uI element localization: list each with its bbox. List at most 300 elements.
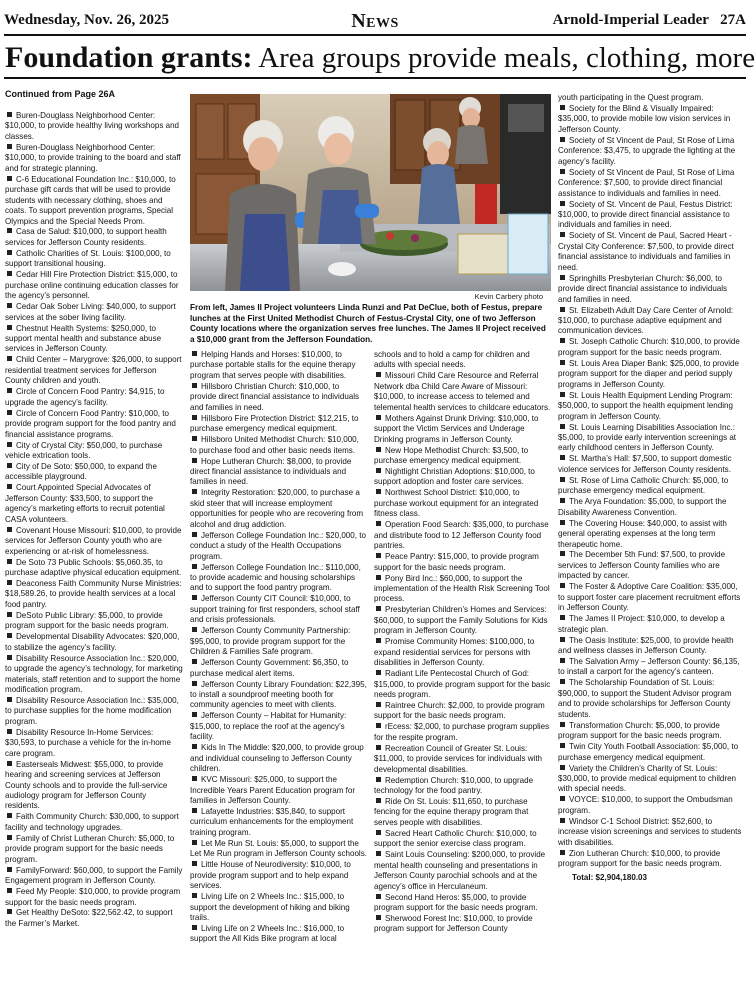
bullet-square-icon [192,776,197,781]
grant-entry [190,658,367,679]
grant-entry [190,711,367,742]
grant-entry-text: Deaconess Faith Community Nurse Ministries: $18,589.26, to provide health services at a local food pantry. [5,578,182,609]
grant-entry [5,175,183,227]
article-column-4 [558,93,742,884]
grant-entry [5,611,183,632]
grant-entry [5,409,183,440]
bullet-square-icon [192,659,197,664]
grant-entry [5,558,183,579]
grant-entry-text: Society of St. Vincent de Paul, Sacred Heart - Crystal City Conference: $7,500, to provide direct financial assistance to individuals and families in need. [558,231,734,272]
bullet-square-icon [192,861,197,866]
grant-entry-text: Buren-Douglass Neighborhood Center: $10,000, to provide healthy living workshops and classes. [5,111,180,141]
bullet-square-icon [376,447,381,452]
grant-entry-text: Jefferson County Library Foundation: $22,395, to install a soundproof meeting booth for community agencies to meet with clients. [190,679,367,710]
grant-entry [5,579,183,610]
grant-entry [374,893,551,914]
bullet-square-icon [560,658,565,663]
bullet-square-icon [376,915,381,920]
grant-entry [558,306,742,337]
grant-entry-text: Radiant Life Pentecostal Church of God: $15,000, to provide program support for the basic needs program. [374,669,551,699]
bullet-square-icon [7,559,12,564]
grant-entry-text: Society of St Vincent de Paul, St Rose of Lima Conference: $3,475, to upgrade the lighting at the agency’s facility. [558,135,736,166]
bullet-square-icon [7,144,12,149]
grant-entry-text: Sherwood Forest Inc: $10,000, to provide program support for Jefferson County [374,914,533,934]
grant-entry-text: St. Rose of Lima Catholic Church: $5,000, to purchase emergency medical equipment. [558,475,729,496]
news-photo [190,94,551,291]
grant-entry [558,497,742,518]
grant-entry [374,350,551,371]
grant-entry-text: Kids In The Middle: $20,000, to provide group and individual counseling to Jefferson County children. [190,743,364,774]
bullet-square-icon [376,702,381,707]
bullet-square-icon [376,638,381,643]
grant-entry [5,908,183,929]
bullet-square-icon [7,655,12,660]
grant-entry [558,550,742,581]
grant-entry-text: The James II Project: $10,000, to develop a strategic plan. [558,614,725,634]
grant-entry-text: Disability Resource Association Inc.: $35,000, to purchase supplies for the home modification program. [5,695,179,726]
grant-entry-text: The Arya Foundation: $5,000, to support the Disability Awareness Convention. [558,497,727,517]
bullet-square-icon [192,627,197,632]
grant-entry [5,143,183,174]
grant-entry [558,200,742,231]
grant-entry [5,355,183,386]
grant-entry-text: St. Joseph Catholic Church: $10,000, to provide program support for the basic needs program. [558,337,740,357]
grant-entry-text: St. Martha’s Hall: $7,500, to support domestic violence services for Jefferson County residents. [558,454,732,474]
grant-entry-text: Twin City Youth Football Association: $5,000, to purchase emergency medical equipment. [558,742,739,762]
grant-entry [558,476,742,497]
folio-rule [4,34,746,36]
grant-entry-text: New Hope Methodist Church: $3,500, to purchase emergency medical equipment. [374,445,529,466]
grant-entry [374,914,551,935]
bullet-square-icon [7,442,12,447]
grant-entry-text: VOYCE: $10,000, to support the Ombudsman program. [558,795,733,815]
bullet-square-icon [376,372,381,377]
grant-entry [558,136,742,167]
grant-entry-text: Windsor C-1 School District: $52,600, to increase vision screenings and services to students with disabilities. [558,816,742,847]
grant-entry [5,483,183,525]
grant-entry [5,526,183,557]
grant-entry-text: Jefferson County Government: $6,350, to purchase medical alert items. [190,658,349,678]
grant-entry [5,632,183,653]
grant-entry [558,721,742,742]
grant-entry-text: KVC Missouri: $25,000, to support the Incredible Years Parent Education program for families in Jefferson County. [190,775,356,806]
grant-entry-text: Northwest School District: $10,000, to purchase workout equipment for an integrated fitness class. [374,488,539,519]
grant-entry [374,520,551,551]
continued-line: Continued from Page 26A [5,89,116,99]
page-folio [4,10,746,32]
grant-entry [374,488,551,519]
grant-entry [5,654,183,696]
section-name: News [351,10,399,32]
grant-entry-text: Recreation Council of Greater St. Louis: $11,000, to provide services for individuals with developmental disabilities. [374,743,543,774]
grant-entry [558,104,742,135]
bullet-square-icon [7,761,12,766]
bullet-square-icon [560,424,565,429]
bullet-square-icon [560,275,565,280]
grant-entry-text: Jefferson College Foundation Inc.: $20,000, to conduct a study of the Health Occupations program. [190,530,366,561]
grant-entry-text: Faith Community Church: $30,000, to support facility and technology upgrades. [5,812,179,832]
grant-entry [374,744,551,775]
grant-entry-text: St. Louis Area Diaper Bank: $25,000, to provide program support for the diaper and period supply programs in Jefferson County. [558,358,739,389]
bullet-square-icon [7,388,12,393]
grant-entry-text: rEcess: $2,000, to purchase program supplies for the respite program. [374,722,550,742]
grant-entry [190,594,367,625]
page-number: 27A [720,12,746,28]
grant-entry-text: Springhills Presbyterian Church: $6,000, to provide direct financial assistance to individuals and families in need. [558,273,728,304]
grant-entry-text: Ride On St. Louis: $11,650, to purchase fencing for the equine therapy program that serves people with disabilities. [374,797,529,827]
bullet-square-icon [7,271,12,276]
bullet-square-icon [376,415,381,420]
bullet-square-icon [192,458,197,463]
grant-entry [5,760,183,812]
bullet-square-icon [192,564,197,569]
grant-entry-text: Jefferson College Foundation Inc.: $110,000, to provide academic and housing scholarships and to support the food pantry program. [190,562,361,593]
bullet-square-icon [7,410,12,415]
grant-entry [190,892,367,923]
photo-caption: From left, James II Project volunteers Linda Runzi and Pat DeClue, both of Festus, prepare lunches at the First United Methodist Church of Festus-Crystal City, one of two Jefferson County locations where the organization serves free lunches. The James II Project received a $10,000 grant from the Jefferson Foundation. [190,303,546,344]
bullet-square-icon [376,723,381,728]
grant-entry [5,834,183,865]
grant-entry [190,350,367,381]
bullet-square-icon [376,777,381,782]
headline-lead: Foundation grants: [5,41,253,74]
grant-entry [5,887,183,908]
grant-entry [558,231,742,273]
bullet-square-icon [376,798,381,803]
grant-entry-text: Hope Lutheran Church: $8,000, to provide direct financial assistance to individuals and families in need. [190,456,352,487]
grant-entry [190,382,367,413]
grant-entry [558,168,742,199]
grant-entry-text: C-6 Educational Foundation Inc.: $10,000, to purchase gift cards that will be used to provide students with necessary clothing, shoes and coats. To support prevention programs, Special Olympics and the Special Needs Prom. [5,174,176,226]
grant-entry [374,722,551,743]
grant-entry-text: The Scholarship Foundation of St. Louis: $90,000, to support the Student Advisor program and to provide scholarships for Jefferson County students. [558,678,732,719]
grant-entry [190,680,367,711]
grant-entry [558,817,742,848]
bullet-square-icon [560,338,565,343]
grant-entry [374,829,551,850]
grant-entry [374,850,551,892]
grant-entry-text: Transformation Church: $5,000, to provide program support for the basic needs program. [558,720,722,741]
grant-entry [558,391,742,422]
bullet-square-icon [7,835,12,840]
headline-rest: Area groups provide meals, clothing, more [252,42,756,74]
bullet-square-icon [7,484,12,489]
grant-entry [5,111,183,142]
bullet-square-icon [560,615,565,620]
grant-entry [558,742,742,763]
bullet-square-icon [192,712,197,717]
grant-entry [374,637,551,668]
bullet-square-icon [560,551,565,556]
bullet-square-icon [560,232,565,237]
grant-entry-text: Helping Hands and Horses: $10,000, to purchase portable stalls for the equine therapy program that serves people with disabilities. [190,350,356,380]
grant-entry-text: Feed My People: $10,000, to provide program support for the basic needs program. [5,887,181,907]
bullet-square-icon [192,744,197,749]
grant-entry-text: Nightlight Christian Adoptions: $10,000, to support adoption and foster care services. [374,466,535,487]
grant-entry [190,839,367,860]
grant-entry-text: Child Center – Marygrove: $26,000, to support residential treatment services for Jefferson County children and youth. [5,355,182,386]
grant-entry [558,795,742,816]
grant-entry [374,776,551,797]
bullet-square-icon [560,818,565,823]
grant-entry-text: Promise Community Homes: $100,000, to expand residential services for persons with disabilities in Jefferson County. [374,637,535,668]
grant-entry [190,807,367,838]
bullet-square-icon [560,637,565,642]
grant-entry [558,274,742,305]
grants-total: Total: $2,904,180.03 [572,872,647,882]
grant-entry [558,93,742,103]
grant-entry-text: Chestnut Health Systems: $250,000, to support mental health and substance abuse services in Jefferson County. [5,323,162,354]
bullet-square-icon [192,415,197,420]
bullet-square-icon [560,307,565,312]
bullet-square-icon [376,468,381,473]
bullet-square-icon [560,850,565,855]
grant-entry-text: Disability Resource In-Home Services: $30,593, to purchase a vehicle for the in-home care program. [5,727,171,758]
bullet-square-icon [7,580,12,585]
bullet-square-icon [560,583,565,588]
grant-entry-text: Society for the Blind & Visually Impaired: $35,000, to provide mobile low vision services in Jefferson County. [558,103,731,134]
grant-entry [558,337,742,358]
grant-entry [374,605,551,636]
grant-entry [374,467,551,488]
bullet-square-icon [192,383,197,388]
issue-date: Wednesday, Nov. 26, 2025 [4,12,170,28]
grant-entry [558,657,742,678]
grant-entry-text: Court Appointed Special Advocates of Jefferson County: $33,500, to support the agency’s marketing efforts to recruit potential CASA volunteers. [5,483,165,524]
grant-entry-text: St. Louis Learning Disabilities Association Inc.: $5,000, to provide early intervention screenings at early childhood centers in Jefferson County. [558,422,737,453]
headline [5,40,756,76]
grant-entry [190,414,367,435]
grant-entry [190,775,367,806]
grant-entry-text: Living Life on 2 Wheels Inc.: $16,000, to support the All Kids Bike program at local [190,923,345,944]
grant-entry-text: youth participating in the Quest program. [558,93,704,102]
bullet-square-icon [376,745,381,750]
grant-entry [190,563,367,594]
grant-entry [5,866,183,887]
bullet-square-icon [560,201,565,206]
grant-entry-text: Catholic Charities of St. Louis: $100,000, to support transitional housing. [5,248,171,269]
grant-entry [374,797,551,828]
grant-entry-text: Jefferson County CIT Council: $10,000, to support training for first responders, school staff and crisis professionals. [190,594,360,625]
grant-entry-text: Developmental Disability Advocates: $20,000, to stabilize the agency’s facility. [5,632,180,652]
grant-entry-text: Jefferson County – Habitat for Humanity: $15,000, to replace the roof at the agency’s facility. [190,711,347,742]
grant-entry-text: Redemption Church: $10,000, to upgrade technology for the food pantry. [374,775,534,796]
grant-entry [190,860,367,891]
bullet-square-icon [560,520,565,525]
bullet-square-icon [560,360,565,365]
grant-entry-text: Hillsboro Christian Church: $10,000, to provide direct financial assistance to individuals and families in need. [190,381,360,412]
bullet-square-icon [192,808,197,813]
grant-entry-text: schools and to hold a camp for children and adults with special needs. [374,350,530,370]
grant-entry [5,441,183,462]
grant-entry [5,302,183,323]
grant-entry-text: Operation Food Search: $35,000, to purchase and distribute food to 12 Jefferson County food pantries. [374,520,549,551]
grant-entry [190,743,367,774]
grant-entry-text: DeSoto Public Library: $5,000, to provide program support for the basic needs program. [5,610,169,631]
grant-entry-text: Saint Louis Counseling: $200,000, to provide mental health counseling and presentations in Jefferson County parochial schools and at the agency’s office in Herculaneum. [374,850,546,891]
bullet-square-icon [7,867,12,872]
bullet-square-icon [560,137,565,142]
bullet-square-icon [560,455,565,460]
bullet-square-icon [7,303,12,308]
photo-credit: Kevin Carbery photo [474,292,543,301]
grant-entry-text: Circle of Concern Food Pantry: $4,915, to upgrade the agency’s facility. [5,387,165,407]
grant-entry [190,435,367,456]
bullet-square-icon [7,356,12,361]
bullet-square-icon [7,612,12,617]
grant-entry [5,324,183,355]
grant-entry-text: The Foster & Adoptive Care Coalition: $35,000, to support foster care placement recruitment efforts in Jefferson County. [558,582,741,613]
bullet-square-icon [560,722,565,727]
headline-rule [4,77,746,79]
grant-entry-text: Presbyterian Children’s Homes and Services: $60,000, to support the Family Solutions for Kids program in Jefferson County. [374,605,548,636]
grant-entry-text: Society of St. Vincent de Paul, Festus District: $10,000, to provide direct financial assistance to individuals and families in need. [558,199,733,230]
grant-entry [190,531,367,562]
grant-entry-text: Cedar Oak Sober Living: $40,000, to support services at the sober living facility. [5,302,176,322]
bullet-square-icon [192,925,197,930]
grant-entry-text: Let Me Run St. Louis: $5,000, to support the Let Me Run program in Jefferson County schools. [190,838,367,859]
grant-entry-text: Integrity Restoration: $20,000, to purchase a skid steer that will increase employment opportunities for people who are recovering from alcohol and drug addiction. [190,488,364,529]
grant-entry-text: Easterseals Midwest: $55,000, to provide hearing and screening services at Jefferson County schools and to provide the full-service audiology program for Jefferson County residents. [5,759,168,811]
bullet-square-icon [376,830,381,835]
grant-entry [190,488,367,530]
grant-entry-text: Disability Resource Association Inc.: $20,000, to upgrade the agency’s technology, for marketing materials, staff retention and to support the home modification program. [5,653,183,694]
bullet-square-icon [7,176,12,181]
grant-entry-text: Raintree Church: $2,000, to provide program support for the basic needs program. [374,700,545,721]
grant-entry [558,678,742,720]
grant-entry-text: Zion Lutheran Church: $10,000, to provide program support for the basic needs program. [558,848,722,869]
grant-entry-text: Variety the Children’s Charity of St. Louis: $30,000, to provide medical equipment to children with special needs. [558,763,737,794]
grant-entry-text: Society of St Vincent de Paul, St Rose of Lima Conference: $7,500, to provide direct financial assistance to individuals and families in need. [558,167,735,198]
grant-entry-text: Jefferson County Community Partnership: $95,000, to provide program support for the Children & Families Safe program. [190,626,351,657]
grant-entry [190,626,367,657]
grant-entry [5,249,183,270]
bullet-square-icon [192,489,197,494]
grant-entry-text: Second Hand Heros: $5,000, to provide program support for the basic needs program. [374,892,538,913]
grant-entry [5,696,183,727]
grant-entry-text: St. Elizabeth Adult Day Care Center of Arnold: $10,000, to purchase adaptive equipment and communication devices. [558,305,734,336]
bullet-square-icon [7,813,12,818]
bullet-square-icon [7,463,12,468]
grant-entry [558,519,742,550]
grant-entry [374,371,551,413]
grant-entry [558,423,742,454]
grant-entry [374,701,551,722]
bullet-square-icon [560,169,565,174]
bullet-square-icon [376,575,381,580]
grant-entry [374,446,551,467]
bullet-square-icon [560,477,565,482]
grant-entry-text: The December 5th Fund: $7,500, to provide services to Jefferson County families who are impacted by cancer. [558,550,726,581]
grant-entry [558,454,742,475]
bullet-square-icon [192,840,197,845]
bullet-square-icon [7,633,12,638]
bullet-square-icon [7,729,12,734]
grant-entry-text: Circle of Concern Food Pantry: $10,000, to provide program support for the food pantry and financial assistance programs. [5,408,176,439]
bullet-square-icon [560,743,565,748]
bullet-square-icon [192,681,197,686]
bullet-square-icon [560,796,565,801]
grant-entry [374,414,551,445]
grant-entry-text: Mothers Against Drunk Driving: $10,000, to support the Victim Services and Underage Drinking programs in Jefferson County. [374,413,539,444]
paper-and-page [553,12,746,29]
grant-entry [374,552,551,573]
grant-entry [374,669,551,700]
grant-entry-text: Sacred Heart Catholic Church: $10,000, to support the senior exercise class program. [374,828,537,849]
bullet-square-icon [7,250,12,255]
grant-entry [5,812,183,833]
bullet-square-icon [192,595,197,600]
grant-entry-text: Peace Pantry: $15,000, to provide program support for the basic needs program. [374,552,539,572]
grant-entry-text: Family of Christ Lutheran Church: $5,000, to provide program support for the basic needs program. [5,833,175,864]
grant-entry-text: The Covering House: $40,000, to assist with general operating expenses at the long term therapeutic home. [558,518,727,549]
grant-entry-text: Hillsboro Fire Protection District: $12,215, to purchase emergency medical equipment. [190,413,359,434]
bullet-square-icon [192,351,197,356]
grant-entry [558,359,742,390]
grant-entry-text: The Salvation Army – Jefferson County: $6,135, to install a carport for the agency’s canteen. [558,657,740,677]
kitchen-volunteers-photo [190,94,551,291]
grant-entry [558,849,742,870]
grant-entry [190,924,367,945]
grant-entry-text: Pony Bird Inc.: $60,000, to support the implementation of the Health Risk Screening Tool process. [374,573,550,604]
bullet-square-icon [560,105,565,110]
grant-entry [190,457,367,488]
grant-entry [5,462,183,483]
bullet-square-icon [7,228,12,233]
grant-entry-text: Covenant House Missouri: $10,000, to provide services for Jefferson County youth who are experiencing or at-risk of homelessness. [5,525,182,556]
article-column-1 [5,111,183,930]
article-column-2 [190,350,367,945]
bullet-square-icon [376,553,381,558]
grant-entry-text: Buren-Douglass Neighborhood Center: $10,000, to provide training to the board and staff and for strategic planning. [5,142,181,173]
grant-entry [5,227,183,248]
bullet-square-icon [376,851,381,856]
bullet-square-icon [7,527,12,532]
grant-entry [5,728,183,759]
grant-entry [5,387,183,408]
bullet-square-icon [376,606,381,611]
grant-entry-text: The Oasis Institute: $25,000, to provide health and wellness classes in Jefferson County. [558,635,734,656]
article-column-3 [374,350,551,935]
grant-entry-text: City of Crystal City: $50,000, to purchase vehicle extrication tools. [5,440,163,460]
grant-entry-text: City of De Soto: $50,000, to expand the accessible playground. [5,461,157,482]
grant-entry [374,574,551,605]
bullet-square-icon [376,521,381,526]
grant-entry [558,764,742,795]
grant-entry-text: FamilyForward: $60,000, to support the Family Engagement program in Jefferson County. [5,865,183,886]
bullet-square-icon [7,112,12,117]
bullet-square-icon [376,670,381,675]
grant-entry-text: Hillsboro United Methodist Church: $10,000, to purchase food and other basic needs items. [190,435,359,455]
grant-entry-text: Living Life on 2 Wheels Inc.: $15,000, to support the development of hiking and biking trails. [190,892,350,923]
bullet-square-icon [7,909,12,914]
grant-entry-text: De Soto 73 Public Schools: $5,060.35, to purchase adaptive physical education equipment. [5,557,182,577]
paper-name: Arnold-Imperial Leader [552,12,709,28]
grant-entry-text: Casa de Salud: $10,000, to support health services for Jefferson County residents. [5,227,167,247]
bullet-square-icon [560,498,565,503]
grant-entry [558,582,742,613]
grant-entry [5,270,183,301]
bullet-square-icon [560,765,565,770]
grant-entry-text: Cedar Hill Fire Protection District: $15,000, to purchase online continuing education classes for the agency’s personnel. [5,270,179,301]
bullet-square-icon [7,888,12,893]
grant-entry-text: Little House of Neurodiversity: $10,000, to provide program support and to help expand services. [190,860,351,891]
bullet-square-icon [7,325,12,330]
bullet-square-icon [560,392,565,397]
bullet-square-icon [7,697,12,702]
grant-entry-text: St. Louis Health Equipment Lending Program: $50,000, to support the health equipment lending program in Jefferson County. [558,390,733,421]
grant-entry-text: Lafayette Industries: $35,840, to support curriculum enhancements for the employment training program. [190,806,354,837]
